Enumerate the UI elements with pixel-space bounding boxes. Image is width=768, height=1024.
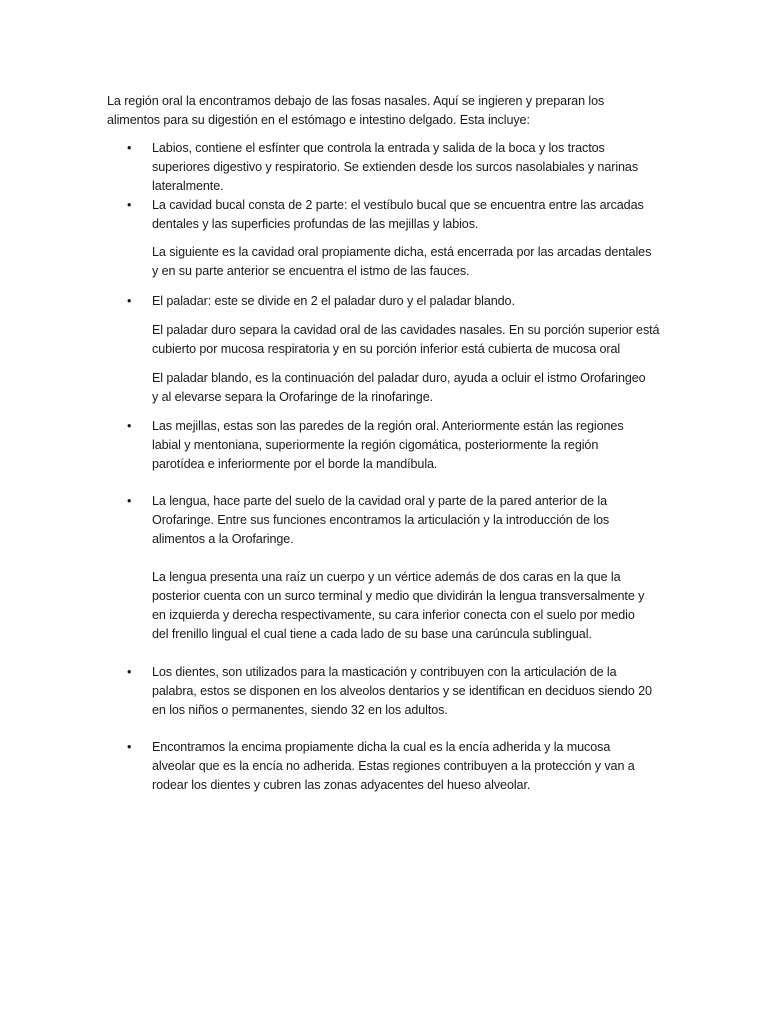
text-line: en izquierda y derecha respectivamente, su cara inferior conecta con el suelo por medio [152,608,635,622]
bullet-point: • [127,419,132,433]
text-line: El paladar: este se divide en 2 el paladar duro y el paladar blando. [152,294,515,308]
encia-paragraph [152,738,672,795]
text-line: rodear los dientes y cubren las zonas adyacentes del hueso alveolar. [152,778,531,792]
text-line: Encontramos la encima propiamente dicha la cual es la encía adherida y la mucosa [152,740,611,754]
text-line: del frenillo lingual el cual tiene a cada lado de su base una carúncula sublingual. [152,627,592,641]
text-line: El paladar duro separa la cavidad oral de las cavidades nasales. En su porción superior está [152,323,660,337]
bullet-point: • [127,141,132,155]
text-line: La siguiente es la cavidad oral propiamente dicha, está encerrada por las arcadas dentales [152,245,652,259]
paladar-blando-paragraph [152,369,672,407]
text-line: palabra, estos se disponen en los alveolos dentarios y se identifican en deciduos siendo 20 [152,684,652,698]
paladar-paragraph [152,292,672,311]
text-line: posterior cuenta con un surco terminal y medio que dividirán la lengua transversalmente y [152,589,645,603]
text-line: La lengua, hace parte del suelo de la cavidad oral y parte de la pared anterior de la [152,494,607,508]
cavidad-bucal-paragraph [152,196,672,234]
text-line: alimentos a la Orofaringe. [152,532,294,546]
text-line: Las mejillas, estas son las paredes de la región oral. Anteriormente están las regiones [152,419,624,433]
text-line: labial y mentoniana, superiormente la región cigomática, posteriormente la región [152,438,599,452]
lengua-detalle-paragraph [152,568,672,644]
text-line: dentales y las superficies profundas de las mejillas y labios. [152,217,479,231]
text-line: Los dientes, son utilizados para la masticación y contribuyen con la articulación de la [152,665,617,679]
text-line: Orofaringe. Entre sus funciones encontramos la articulación y la introducción de los [152,513,610,527]
text-line: lateralmente. [152,179,224,193]
bullet-point: • [127,740,132,754]
text-line: y al elevarse separa la Orofaringe de la rinofaringe. [152,390,434,404]
text-line: y en su parte anterior se encuentra el istmo de las fauces. [152,264,470,278]
text-line: superiores digestivo y respiratorio. Se extienden desde los surcos nasolabiales y narinas [152,160,639,174]
labios-paragraph [152,139,672,196]
mejillas-paragraph [152,417,672,474]
text-line: alveolar que es la encía no adherida. Estas regiones contribuyen a la protección y van a [152,759,635,773]
text-line: La región oral la encontramos debajo de las fosas nasales. Aquí se ingieren y preparan los [107,94,605,108]
paladar-duro-paragraph [152,321,672,359]
bullet-point: • [127,294,132,308]
text-line: Labios, contiene el esfínter que controla la entrada y salida de la boca y los tractos [152,141,605,155]
intro-paragraph [107,92,667,130]
text-line: en los niños o permanentes, siendo 32 en los adultos. [152,703,448,717]
text-line: cubierto por mucosa respiratoria y en su porción inferior está cubierta de mucosa oral [152,342,621,356]
text-line: parotídea e inferiormente por el borde la mandíbula. [152,457,438,471]
cavidad-oral-paragraph [152,243,672,281]
lengua-paragraph [152,492,672,549]
text-line: alimentos para su digestión en el estómago e intestino delgado. Esta incluye: [107,113,530,127]
bullet-point: • [127,665,132,679]
bullet-point: • [127,198,132,212]
text-line: La lengua presenta una raíz un cuerpo y un vértice además de dos caras en la que la [152,570,621,584]
bullet-point: • [127,494,132,508]
text-line: La cavidad bucal consta de 2 parte: el vestíbulo bucal que se encuentra entre las arcadas [152,198,644,212]
dientes-paragraph [152,663,672,720]
text-line: El paladar blando, es la continuación del paladar duro, ayuda a ocluir el istmo Orofaringeo [152,371,646,385]
